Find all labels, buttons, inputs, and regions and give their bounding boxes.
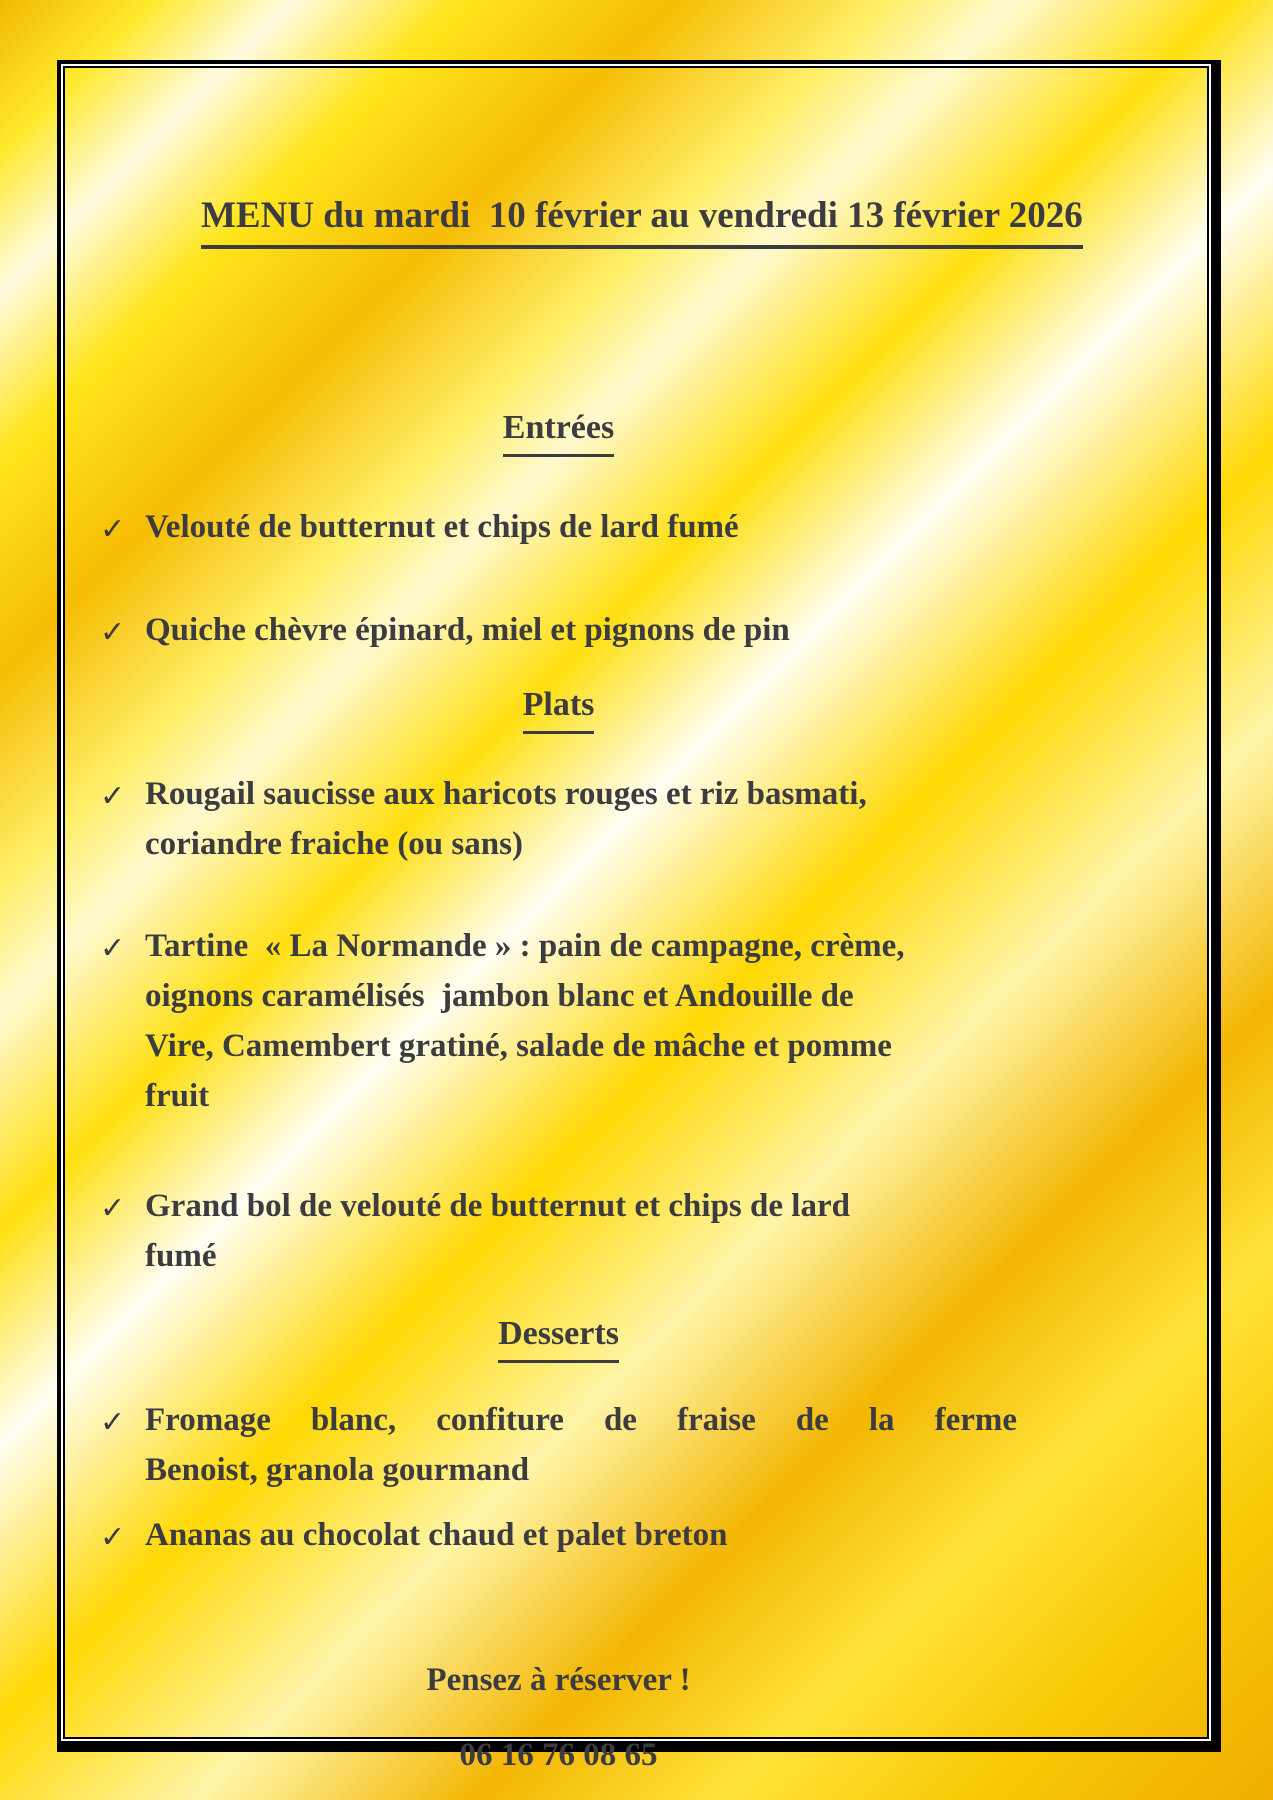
check-icon: ✓ [100,931,126,966]
check-icon: ✓ [100,779,126,814]
menu-item-line: Benoist, granola gourmand [145,1452,530,1488]
menu-item-line: fruit [145,1078,210,1114]
menu-item-line: Rougail saucisse aux haricots rouges et riz basmati, [145,776,867,812]
phone-number: 06 16 76 08 65 [459,1737,658,1773]
menu-item-tartine [100,921,1017,1121]
menu-item-fromage [100,1395,1017,1495]
menu-title: MENU du mardi 10 février au vendredi 13 février 2026 [90,138,1017,301]
check-icon: ✓ [100,1520,126,1555]
menu-item-line: fumé [145,1238,217,1274]
menu-item-line: Grand bol de velouté de butternut et chips de lard [145,1188,850,1224]
menu-frame-white-line [61,64,1211,1773]
menu-content [65,68,1207,1773]
menu-item-line: Tartine « La Normande » : pain de campagne, crème, [145,928,905,964]
menu-item-line: Velouté de butternut et chips de lard fumé [145,509,739,545]
menu-item-rougail [100,769,1017,869]
menu-item-veloute [100,502,1017,552]
menu-item-grand-bol [100,1181,1017,1281]
menu-item-line: oignons caramélisés jambon blanc et Andouille de [145,978,854,1014]
menu-frame-inner-line [63,66,1209,1773]
section-heading-desserts: Desserts [100,1309,1017,1363]
reserve-note: Pensez à réserver ! [426,1662,691,1698]
menu-item-line: Vire, Camembert gratiné, salade de mâche et pomme [145,1028,892,1064]
check-icon: ✓ [100,512,126,547]
menu-item-quiche [100,605,1017,655]
menu-item-line: Fromage blanc, confiture de fraise de la ferme [145,1402,1017,1438]
menu-item-line: Ananas au chocolat chaud et palet breton [145,1517,728,1553]
menu-item-line: Quiche chèvre épinard, miel et pignons de pin [145,612,790,648]
check-icon: ✓ [100,1191,126,1226]
section-heading-entrees: Entrées [100,403,1017,457]
section-heading-plats: Plats [100,680,1017,734]
check-icon: ✓ [100,615,126,650]
menu-item-ananas [100,1510,1017,1560]
menu-frame-outer [57,60,1221,1773]
menu-item-line: coriandre fraiche (ou sans) [145,826,523,862]
check-icon: ✓ [100,1405,126,1440]
